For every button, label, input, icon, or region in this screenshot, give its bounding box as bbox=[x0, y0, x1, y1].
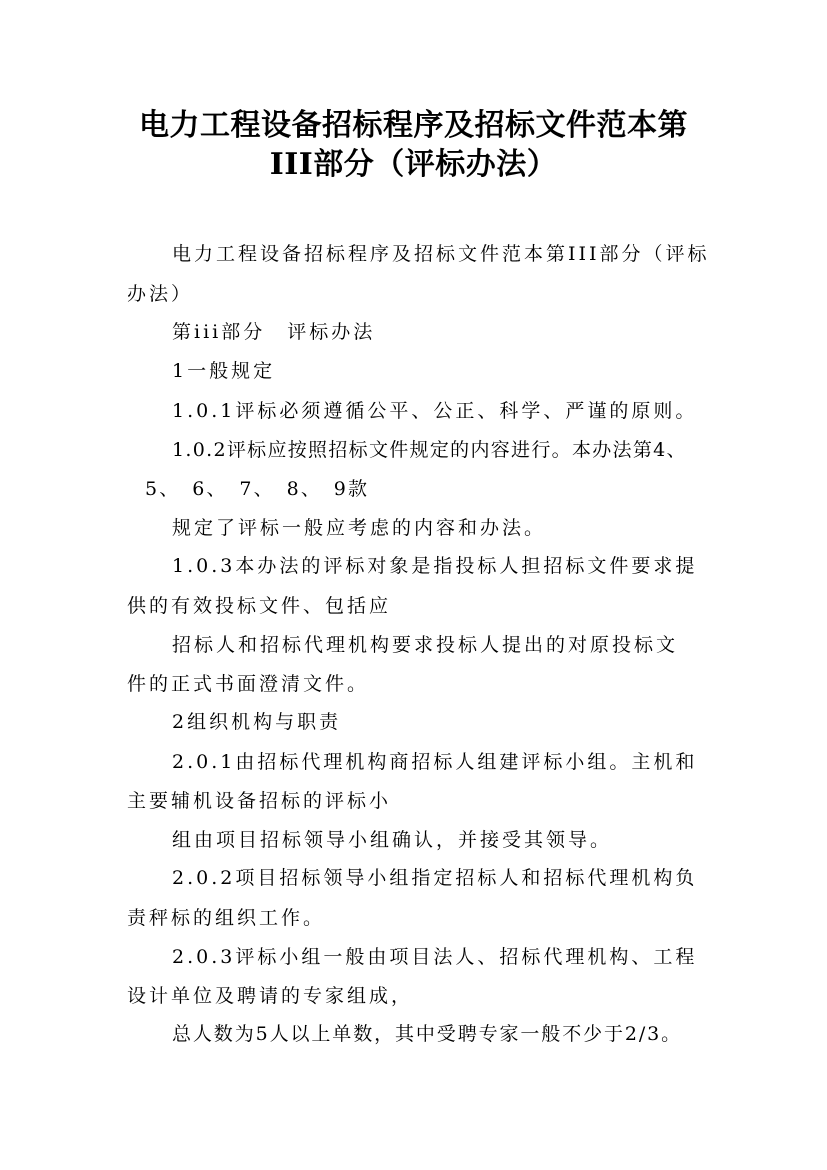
paragraph-line: 件的正式书面澄清文件。 bbox=[127, 673, 370, 695]
paragraph-line: 责秤标的组织工作。 bbox=[127, 907, 326, 929]
paragraph-line: 2.0.1由招标代理机构商招标人组建评标小组。主机和 bbox=[172, 751, 698, 773]
paragraph-line: 设计单位及聘请的专家组成， bbox=[127, 985, 414, 1007]
paragraph-line: 总人数为5人以上单数，其中受聘专家一般不少于2/3。 bbox=[172, 1023, 683, 1045]
paragraph-line: 1.0.1评标必须遵循公平、公正、科学、严谨的原则。 bbox=[172, 400, 698, 422]
paragraph-line: 1.0.3本办法的评标对象是指投标人担招标文件要求提 bbox=[172, 555, 698, 577]
paragraph-line: 供的有效投标文件、包括应 bbox=[127, 595, 392, 617]
paragraph-line: 5、 6、 7、 8、 9款 bbox=[145, 478, 370, 500]
paragraph-line: 主要辅机设备招标的评标小 bbox=[127, 790, 392, 812]
paragraph-line: 1.0.2评标应按照招标文件规定的内容进行。本办法第4、 bbox=[172, 439, 687, 461]
document-title-line-2: III部分（评标办法） bbox=[269, 147, 558, 182]
paragraph-line: 规定了评标一般应考虑的内容和办法。 bbox=[172, 517, 547, 539]
paragraph-line: 2.0.2项目招标领导小组指定招标人和招标代理机构负 bbox=[172, 867, 698, 889]
paragraph-line: 招标人和招标代理机构要求投标人提出的对原投标文 bbox=[172, 634, 679, 656]
paragraph-line: 2.0.3评标小组一般由项目法人、招标代理机构、工程 bbox=[172, 946, 698, 968]
document-title-line-1: 电力工程设备招标程序及招标文件范本第 bbox=[139, 108, 688, 143]
paragraph-line: 组由项目招标领导小组确认，并接受其领导。 bbox=[172, 829, 613, 851]
paragraph-line: 第iii部分 评标办法 bbox=[172, 321, 376, 343]
section-heading: 1一般规定 bbox=[172, 360, 276, 382]
section-heading: 2组织机构与职责 bbox=[172, 711, 342, 733]
paragraph-line: 办法） bbox=[127, 283, 194, 305]
paragraph-line: 电力工程设备招标程序及招标文件范本第III部分（评标 bbox=[172, 243, 710, 265]
